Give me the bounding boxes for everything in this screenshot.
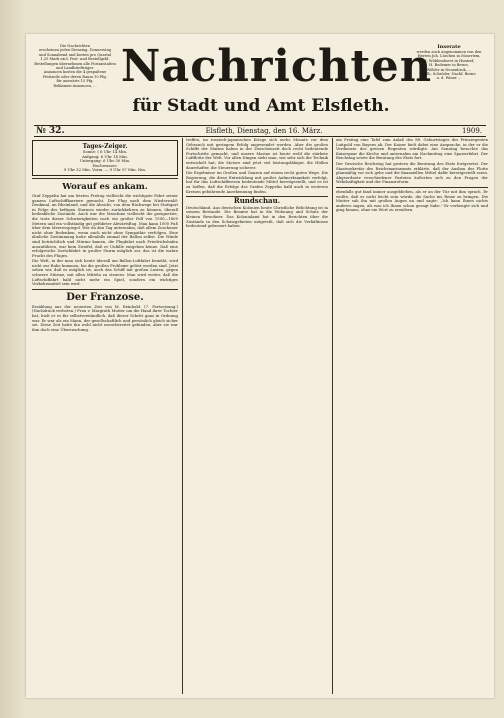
left-info-lines xyxy=(32,44,118,88)
right-info-box xyxy=(408,44,490,120)
right-info-line: Herren Joh. Lüschen in Moorriem, xyxy=(417,54,481,59)
article-worauf-text-1: Graf Zeppelin hat am letzten Freitag vielleicht die wichtigste Fahrt seiner ganzen Luftschiffkarriere gemacht. Der Flug nach dem Niederwald-Denkmal, im Rheinland, und die Absicht, von dem Rückwege bei Stuttgart in Folge des heftigen Sturmes wieder zurückkehren zu können, überall bedenkliche Zustände. Auch war die Maschine vielleicht die geeignetste, die trotz dieser Schwierigkeiten noch ein großer Fall von 1500—1800 Metern und ein vollständig gut geführter Abwärtsflug. Man kann 1000 Fuß über dem Meeresspiegel. Wer da den Tag unternahm, daß allem Zuschauer nicht ohne Bedenken, wenn auch nicht ohne Sympathie verfolgen. Eine ähnliche Zustimmung hatte allenfalls einmal der Ballon selbst. Die Winde sind beträchtlich und Stürme kamen, die Flugfahrt nach Friedrichshafen auszuführen, war kein Zweifel, daß er Unfälle entgehen könne. Daß eine erfolgreiche Zurückfahrt in großer Sturm möglich sei, das ist die wahre Frucht des Fluges. xyxy=(32,192,178,258)
article-col3-text-1: am Freitag eine Tafel zum Anlaß des 88. Geburtstages des Prinzregenten Luitpold von Bayern ab. Der Kaiser hielt dabei eine Ansprache, in der er die Verdienste des greisen Regenten würdigte. Am Sonntag besuchte das Kaiserpaar die Kirche und unternahm am Nachmittag eine Spazierfahrt. Der Reichstag setzte die Beratung des Etats fort. xyxy=(336,138,488,161)
dateline xyxy=(34,125,486,137)
article-col2-text-1: treffen, im russisch-japanischen Kriege sich sechs Monate vor dem Gebrauch mit geringem Erfolg angewendet worden. Aber die großen Schiffe der Marine haben in der Zwischenzeit doch recht bedeutende Fortschritte gemacht, und unsere Marine ist heute wohl die stärkste Luftflotte der Welt. Vor allen Dingen sieht man, wie sehr sich die Technik entwickelt hat; die Motore sind jetzt viel leistungsfähiger, die Hüllen dauerhafter, die Steuerung sicherer. xyxy=(186,138,328,170)
column-2 xyxy=(186,138,328,694)
divider xyxy=(32,289,178,290)
tages-zeiger-line: Hochwasser: xyxy=(92,162,118,168)
left-info-line: und Sonnabend und kosten pro Quartal xyxy=(38,52,112,57)
tages-zeiger-line: 9 Uhr 32 Min. Vorm. — 9 Uhr 57 Min. Nm. xyxy=(63,167,147,173)
tages-zeiger-line: Aufgang: 6 Uhr 14 Min. xyxy=(82,153,128,159)
left-info-line: erscheinen jeden Dienstag, Donnerstag xyxy=(38,48,112,53)
page-edge xyxy=(0,0,26,718)
right-info-line: H. Wübbenhorst in Huntorf, xyxy=(423,58,475,63)
headline-worauf: Worauf es ankam. xyxy=(62,181,148,192)
column-rule-2 xyxy=(332,138,333,694)
article-col2-text-2: Die Ergebnisse im Großen und Ganzen auf einem recht guten Wege. Die Regierung, die diese Entwicklung mit großer Aufmerksamkeit verfolgt, hat für das Luftschiffwesen bedeutende Mittel bereitgestellt, und es ist zu hoffen, daß die Erfolge des Grafen Zeppelin bald auch in weiteren Kreisen gebührende Anerkennung finden. xyxy=(186,170,328,194)
issue-number: № 32. xyxy=(36,126,65,136)
article-worauf-text-2: Die Welt, in der man sich heute überall um Ballon-Luftfahrt bemüht, wird nicht zur Ruhe kommen, bis die großen Probleme gelöst worden sind. Jetzt sehen wir, daß es möglich ist, auch das Schiff mit großen Lasten, gegen schwere Stürme, mit allen Mitteln zu steuern. Man wird weiter, daß die Luftschiffahrt bald nicht mehr ein Spiel, sondern ein wichtiges Verkehrsmittel sein wird. xyxy=(32,258,178,287)
masthead-title: Nachrichten xyxy=(120,41,433,92)
divider xyxy=(336,187,488,188)
article-col3-text-2: Der Deutsche Reichstag hat gestern die Beratung des Etats fortgesetzt. Der Staatssekretär des Reichsmarineamts erklärte, daß der Ausbau der Flotte planmäßig vor sich gehe und die finanziellen Mittel dafür bereitgestellt seien. Abgeordnete verschiedener Parteien äußerten sich zu den Fragen der Wehrhaftigkeit und der Finanzreform. xyxy=(336,160,488,185)
tages-zeiger-title: Tages-Zeiger. xyxy=(82,143,128,150)
year: 1909. xyxy=(461,127,482,135)
tages-zeiger-line: Untergang: 6 Uhr 30 Min. xyxy=(79,158,131,164)
column-rule-1 xyxy=(182,138,183,694)
article-col3-text-3: ebenfalls gut fand immer ausgeblieben, als er an der Tür mit ihm sprach. Er wußte, daß es nicht leicht sein würde, die Sache ins Reine zu bringen. Die Mutter sah ihn mit großen Augen an und sagte: „Ich kann Ihnen nichts anderes sagen, als was ich Ihnen schon gesagt habe." Er verbeugte sich und ging hinaus, ohne ein Wort zu erwidern. xyxy=(336,188,488,213)
masthead-subtitle: für Stadt und Amt Elsfleth. xyxy=(132,96,390,116)
right-info-line: werden auch angenommen von den xyxy=(416,50,482,54)
headline-rundschau: Rundschau. xyxy=(233,196,281,206)
left-info-line: Die Nachrichten xyxy=(60,44,90,48)
column-1 xyxy=(32,138,178,694)
right-info-heading: Inserate xyxy=(437,44,461,50)
right-info-line: Wöhler in Neuenbrok, ... xyxy=(426,67,472,72)
right-info-line: a. d. Weser ... xyxy=(436,76,462,81)
newspaper-page xyxy=(26,34,494,698)
article-franzose-text: Erzählung aus der neuesten Zeit von M. Reinhold. (7. Fortsetzung.) (Nachdruck verboten.) Frau v. Margrath Mutter um die Hand ihrer Tochter bat, hielt er es für selbstverständlich, daß dieser Schritt ganz in Ordnung war. Er war als ein Mann, der gesellschaftlich und persönlich gleich sicher sei. Diese Zeit hatte ihn wohl nicht unvorbereitet gefunden, aber sie war ihm doch eine Überraschung. xyxy=(32,303,178,332)
article-rundschau-text: Deutschland. Aus deutschen Kolonien heute Christliche Belichtung ist in seinem Bestande. Die Beamte hat in die Wohnung und Schutz der kleinen Bewohner. Das Kolonialamt hat in den Berichten über die Zustände in den Schutzgebieten mitgeteilt, daß sich die Verhältnisse bedeutend gebessert haben. xyxy=(186,204,328,229)
place-date: Elsfleth, Dienstag, den 16. März. xyxy=(205,127,323,135)
tages-zeiger-lines xyxy=(35,150,175,173)
divider xyxy=(32,178,178,179)
left-info-line: für auswärts 15 Pfg. xyxy=(56,79,94,84)
left-info-box xyxy=(32,44,118,120)
right-info-line: Wilh. Schröder, Nachf. Berne xyxy=(422,72,476,77)
headline-franzose: Der Franzose. xyxy=(66,291,144,303)
left-info-line: Annoncen kosten die 4 gespaltene xyxy=(43,70,107,75)
left-info-line: Bestellungen übernehmen alle Postanstalten und Landbriefträger. xyxy=(34,61,116,71)
right-info-lines xyxy=(408,50,490,81)
tages-zeiger-line: Sonne: ( 6 Uhr 14 Min. xyxy=(82,149,128,154)
tages-zeiger-box xyxy=(32,140,178,176)
left-info-line: Petitzeile oder deren Raum 10 Pfg. xyxy=(43,74,107,79)
column-3 xyxy=(336,138,488,694)
left-info-line: Reklamen-Annoncen, ... xyxy=(53,83,97,88)
left-info-line: 1,25 Mark excl. Post- und Bestellgeld. xyxy=(40,57,110,62)
right-info-line: H. Bodemer in Berne, xyxy=(429,63,469,68)
